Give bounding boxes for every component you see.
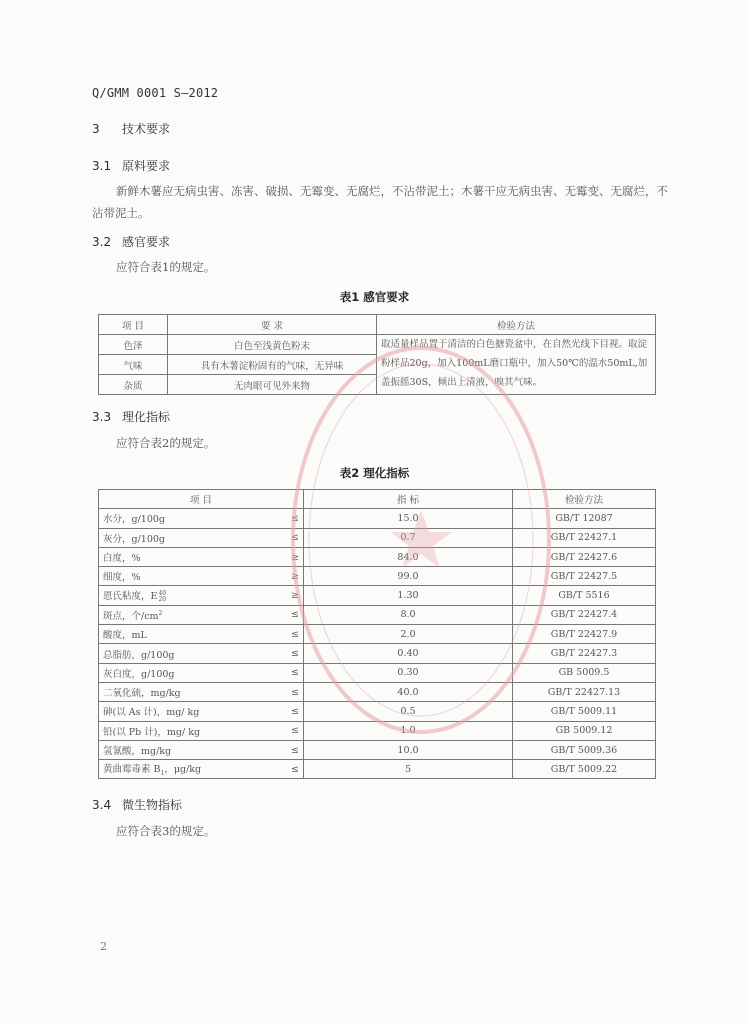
section-title: 微生物指标 bbox=[122, 798, 183, 812]
operator-cell: ≤ bbox=[275, 682, 304, 701]
table-row bbox=[99, 605, 656, 624]
section-3-3-heading bbox=[92, 408, 170, 425]
method-cell: GB/T 22427.1 bbox=[513, 528, 656, 547]
operator-cell: ≤ bbox=[275, 663, 304, 682]
item-cell: 水分，g/100g bbox=[99, 509, 276, 528]
section-title: 感官要求 bbox=[122, 235, 171, 249]
standard-code-header: Q/GMM 0001 S—2012 bbox=[92, 86, 219, 100]
operator-cell: ≤ bbox=[275, 528, 304, 547]
subscript: 20 bbox=[158, 595, 167, 603]
value-cell: 1.0 bbox=[304, 721, 513, 740]
method-cell: GB/T 22427.9 bbox=[513, 625, 656, 644]
method-cell: GB/T 5009.36 bbox=[513, 740, 656, 759]
method-cell: GB 5009.12 bbox=[513, 721, 656, 740]
table-row bbox=[99, 760, 656, 779]
method-cell: GB/T 22427.3 bbox=[513, 644, 656, 663]
table-row bbox=[99, 586, 656, 605]
sensory-table bbox=[98, 314, 656, 395]
table1-caption: 表1 感官要求 bbox=[339, 290, 410, 304]
item-cell bbox=[99, 586, 276, 605]
operator-cell: ≤ bbox=[275, 740, 304, 759]
operator-cell: ≤ bbox=[275, 625, 304, 644]
table-row bbox=[99, 625, 656, 644]
value-cell: 0.7 bbox=[304, 528, 513, 547]
method-cell: GB/T 22427.13 bbox=[513, 682, 656, 701]
table-cell: 无肉眼可见外来物 bbox=[168, 375, 377, 395]
table-header: 要 求 bbox=[168, 315, 377, 335]
value-cell: 99.0 bbox=[304, 567, 513, 586]
item-cell: 二氧化硫，mg/kg bbox=[99, 682, 276, 701]
method-cell: GB/T 22427.4 bbox=[513, 605, 656, 624]
value-cell: 1.30 bbox=[304, 586, 513, 605]
method-cell: GB/T 22427.6 bbox=[513, 547, 656, 566]
item-cell: 氢氰酸，mg/kg bbox=[99, 740, 276, 759]
table-row bbox=[99, 702, 656, 721]
method-cell: 取适量样品置于清洁的白色搪瓷盆中，在自然光线下目视。取淀粉样品20g，加入100mL磨口瓶中，加入50℃的温水50mL,加盖振摇30S，倾出上清液，嗅其气味。 bbox=[377, 335, 656, 395]
item-cell: 灰分，g/100g bbox=[99, 528, 276, 547]
item-cell: 砷(以 As 计)，mg/ kg bbox=[99, 702, 276, 721]
table-row bbox=[99, 528, 656, 547]
method-cell: GB/T 5009.22 bbox=[513, 760, 656, 779]
value-cell: 10.0 bbox=[304, 740, 513, 759]
method-cell: GB/T 12087 bbox=[513, 509, 656, 528]
table-row bbox=[99, 547, 656, 566]
operator-cell: ≤ bbox=[275, 721, 304, 740]
method-cell: GB/T 5009.11 bbox=[513, 702, 656, 721]
table-header: 检验方法 bbox=[377, 315, 656, 335]
table-row bbox=[99, 740, 656, 759]
raw-material-paragraph: 新鲜木薯应无病虫害、冻害、破损、无霉变、无腐烂，不沾带泥土；木薯干应无病虫害、无霉变、无腐烂，不沾带泥土。 bbox=[92, 184, 668, 220]
table-cell: 色泽 bbox=[99, 335, 168, 355]
page-number: 2 bbox=[100, 940, 107, 953]
operator-cell: ≤ bbox=[275, 605, 304, 624]
section-number: 3.1 bbox=[92, 159, 112, 173]
table-row bbox=[99, 663, 656, 682]
value-cell: 15.0 bbox=[304, 509, 513, 528]
table-row bbox=[99, 509, 656, 528]
section-number: 3.2 bbox=[92, 235, 112, 249]
section-number: 3.4 bbox=[92, 798, 112, 812]
section-title: 理化指标 bbox=[122, 410, 171, 424]
superscript: 2 bbox=[158, 609, 163, 617]
operator-cell: ≥ bbox=[275, 547, 304, 566]
table-row bbox=[99, 682, 656, 701]
method-cell: GB/T 5516 bbox=[513, 586, 656, 605]
item-cell: 灰白度，g/100g bbox=[99, 663, 276, 682]
physchem-table bbox=[98, 489, 656, 779]
item-cell: 铅(以 Pb 计)，mg/ kg bbox=[99, 721, 276, 740]
section-3-1-heading bbox=[92, 157, 170, 174]
operator-cell: ≤ bbox=[275, 509, 304, 528]
section-number: 3 bbox=[92, 122, 100, 136]
value-cell: 84.0 bbox=[304, 547, 513, 566]
item-cell bbox=[99, 605, 276, 624]
item-cell: 酸度，mL bbox=[99, 625, 276, 644]
table-cell: 具有木薯淀粉固有的气味，无异味 bbox=[168, 355, 377, 375]
item-cell: 细度，% bbox=[99, 567, 276, 586]
viscosity-indices bbox=[158, 591, 166, 603]
table-cell: 气味 bbox=[99, 355, 168, 375]
value-cell: 0.5 bbox=[304, 702, 513, 721]
table-row bbox=[99, 567, 656, 586]
item-text: 黄曲霉毒素 B bbox=[103, 764, 161, 776]
value-cell: 8.0 bbox=[304, 605, 513, 624]
item-cell: 总脂肪，g/100g bbox=[99, 644, 276, 663]
operator-cell: ≤ bbox=[275, 702, 304, 721]
section-3-heading bbox=[92, 120, 170, 137]
operator-cell: ≥ bbox=[275, 567, 304, 586]
operator-cell: ≥ bbox=[275, 586, 304, 605]
subscript: 1 bbox=[160, 770, 165, 778]
operator-cell: ≤ bbox=[275, 760, 304, 779]
table-cell: 杂质 bbox=[99, 375, 168, 395]
method-cell: GB 5009.5 bbox=[513, 663, 656, 682]
superscript: 40 bbox=[158, 589, 167, 597]
section-number: 3.3 bbox=[92, 410, 112, 424]
microbio-paragraph: 应符合表3的规定。 bbox=[116, 824, 216, 838]
table-header: 项 目 bbox=[99, 315, 168, 335]
item-cell: 白度，% bbox=[99, 547, 276, 566]
item-unit: ，μg/kg bbox=[164, 764, 202, 776]
section-title: 技术要求 bbox=[122, 122, 171, 136]
section-3-4-heading bbox=[92, 796, 182, 813]
section-title: 原料要求 bbox=[122, 159, 171, 173]
table-cell: 白色至浅黄色粉末 bbox=[168, 335, 377, 355]
table-header: 检验方法 bbox=[513, 490, 656, 509]
value-cell: 5 bbox=[304, 760, 513, 779]
table-header: 指 标 bbox=[304, 490, 513, 509]
item-text: 斑点，个/cm bbox=[103, 610, 159, 622]
table2-caption: 表2 理化指标 bbox=[339, 466, 410, 480]
value-cell: 0.40 bbox=[304, 644, 513, 663]
value-cell: 0.30 bbox=[304, 663, 513, 682]
item-cell bbox=[99, 760, 276, 779]
value-cell: 2.0 bbox=[304, 625, 513, 644]
method-cell: GB/T 22427.5 bbox=[513, 567, 656, 586]
section-3-2-heading bbox=[92, 233, 170, 250]
physchem-paragraph: 应符合表2的规定。 bbox=[116, 436, 216, 450]
table-row bbox=[99, 644, 656, 663]
operator-cell: ≤ bbox=[275, 644, 304, 663]
table-row bbox=[99, 721, 656, 740]
item-text: 恩氏粘度，E bbox=[103, 591, 158, 603]
table-header: 项 目 bbox=[99, 490, 304, 509]
sensory-paragraph: 应符合表1的规定。 bbox=[116, 260, 216, 274]
value-cell: 40.0 bbox=[304, 682, 513, 701]
